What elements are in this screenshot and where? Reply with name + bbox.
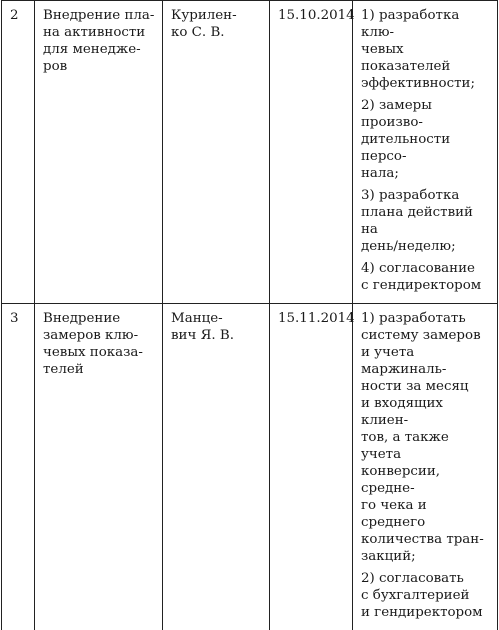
step-item: 1) разработка клю- чевых показателей эффективности;: [361, 7, 491, 92]
steps-cell: [353, 1, 498, 304]
step-item: 3) разработка плана действий на день/неделю;: [361, 187, 491, 255]
deadline-cell: 15.11.2014: [270, 304, 353, 630]
action-plan-table: [1, 0, 498, 630]
step-item: 2) согласовать с бухгалтерией и гендиректором: [361, 570, 491, 621]
step-item: 2) замеры произво- дительности персо- нала;: [361, 97, 491, 182]
task-cell: Внедрение пла- на активности для менедже- ров: [35, 1, 163, 304]
step-item: 4) согласование с гендиректором: [361, 260, 491, 294]
step-item: 1) разработать систему замеров и учета маржиналь- ности за месяц и входящих клиен- тов, а также учета конверсии, средне- го чека и среднего количества тран- закций;: [361, 310, 491, 565]
row-number: 3: [2, 304, 35, 630]
task-cell: Внедрение замеров клю- чевых показа- телей: [35, 304, 163, 630]
responsible-cell: Манце- вич Я. В.: [163, 304, 270, 630]
row-number: 2: [2, 1, 35, 304]
responsible-cell: Курилен- ко С. В.: [163, 1, 270, 304]
steps-cell: [353, 304, 498, 630]
deadline-cell: 15.10.2014: [270, 1, 353, 304]
table-row: [2, 1, 498, 304]
table-row: [2, 304, 498, 630]
